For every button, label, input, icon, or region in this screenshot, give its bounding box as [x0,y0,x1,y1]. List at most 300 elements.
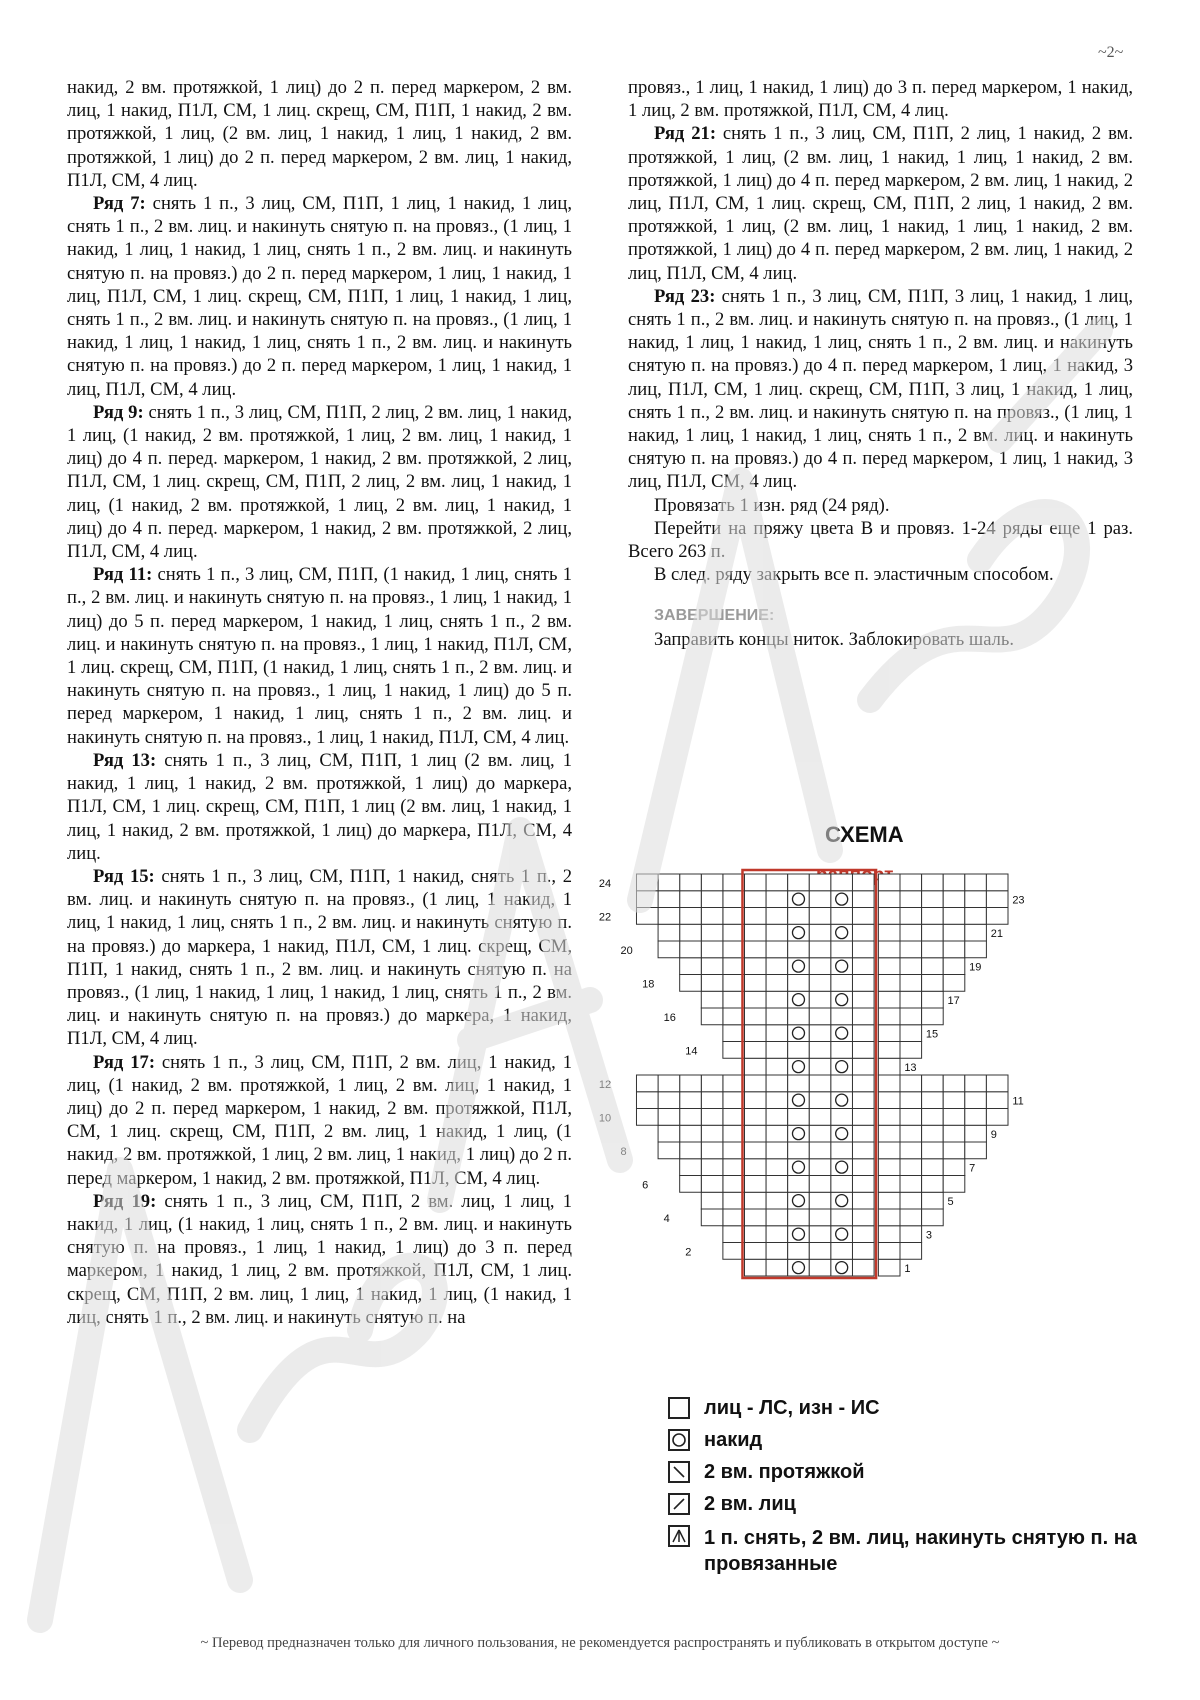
row-number: 9 [990,1129,997,1141]
chart-cell [943,1075,965,1092]
chart-cell [852,1075,874,1092]
chart-cell [900,1025,922,1042]
chart-cell [852,1176,874,1193]
chart-cell [744,1042,766,1059]
chart-cell [965,1109,987,1126]
chart-cell [766,1042,788,1059]
chart-cell [744,1226,766,1243]
chart-cell [900,874,922,891]
chart-cell [900,991,922,1008]
chart-cell [922,891,944,908]
chart-cell [922,924,944,941]
paragraph-row-7: Ряд 7: снять 1 п., 3 лиц, СМ, П1П, 1 лиц, 1 накид, 1 лиц, снять 1 п., 2 вм. лиц. и накинуть снятую п. на провяз., (1 лиц, 1 накид, 1 лиц, 1 накид, 1 лиц, снять 1 п., 2 вм. лиц. и накинуть снятую п. на провяз.) до 2 п. перед маркером, 1 лиц, 1 накид, 1 лиц, П1Л, СМ, 1 лиц. скрещ, СМ, П1П, 1 лиц, 1 накид, 1 лиц, снять 1 п., 2 вм. лиц. и накинуть снятую п. на провяз., (1 лиц, 1 накид, 1 лиц, 1 накид, 1 лиц, снять 1 п., 2 вм. лиц. и накинуть снятую п. на провяз.) до 2 п. перед маркером, 1 лиц, 1 накид, 1 лиц, П1Л, СМ, 4 лиц. [67,193,572,400]
chart-cell [852,908,874,925]
chart-cell [943,958,965,975]
chart-cell [680,891,702,908]
chart-cell [658,1125,680,1142]
chart-cell [701,991,723,1008]
chart-cell [878,874,900,891]
chart-cell [744,1176,766,1193]
chart-cell [922,1192,944,1209]
double-decrease-icon [668,1525,690,1547]
chart-cell [900,1159,922,1176]
chart-cell [943,1092,965,1109]
chart-cell [809,891,831,908]
chart-cell [788,941,810,958]
chart-cell [922,908,944,925]
chart-cell [878,1176,900,1193]
chart-legend [668,1397,1200,1581]
knitting-chart [598,822,1150,1402]
chart-cell [878,975,900,992]
chart-cell [788,1109,810,1126]
chart-cell [986,874,1008,891]
row-number: 3 [925,1229,933,1242]
chart-cell [809,958,831,975]
chart-cell [878,941,900,958]
chart-cell [788,1075,810,1092]
chart-cell [788,908,810,925]
row-number: 18 [642,978,655,991]
chart-cell [766,1159,788,1176]
chart-cell [680,975,702,992]
chart-cell [965,874,987,891]
chart-cell [943,908,965,925]
chart-cell [831,1109,853,1126]
chart-cell [878,1243,900,1260]
row-number: 15 [925,1028,939,1041]
chart-cell [680,958,702,975]
chart-cell [900,1243,922,1260]
row-number: 8 [620,1145,627,1158]
chart-cell [900,924,922,941]
chart-cell [852,1125,874,1142]
chart-cell [922,1008,944,1025]
chart-cell [852,1159,874,1176]
chart-cell [900,1075,922,1092]
chart-cell [636,908,658,925]
chart-cell [701,1209,723,1226]
chart-cell [680,1092,702,1109]
chart-cell [744,941,766,958]
chart-cell [701,1159,723,1176]
row-number: 19 [969,961,982,974]
paragraph-row-13: Ряд 13: снять 1 п., 3 лиц, СМ, П1П, 1 лиц (2 вм. лиц, 1 накид, 1 лиц, 1 накид, 2 вм. протяжкой, 1 лиц) до маркера, П1Л, СМ, 1 лиц. скрещ, СМ, П1П, 1 лиц (2 вм. лиц, 1 накид, 1 лиц, 1 накид, 2 вм. протяжкой, 1 лиц) до маркера, П1Л, СМ, 4 лиц. [67,749,573,864]
chart-cell [766,1058,788,1075]
chart-cell [636,891,658,908]
chart-cell [636,1075,658,1092]
right-text-column [628,76,1133,651]
row-number: 22 [598,911,612,924]
chart-cell [680,924,702,941]
chart-cell [852,1008,874,1025]
chart-cell [831,1008,853,1025]
chart-cell [701,1075,723,1092]
chart-cell [744,1259,766,1276]
chart-cell [744,1092,766,1109]
chart-cell [831,1243,853,1260]
row-number: 4 [663,1212,670,1225]
chart-cell [701,1192,723,1209]
chart-cell [809,1025,831,1042]
chart-cell [766,1142,788,1159]
chart-cell [943,874,965,891]
chart-cell [878,1209,900,1226]
chart-cell [809,1226,831,1243]
chart-cell [766,975,788,992]
chart-cell [766,1125,788,1142]
paragraph-continuation: накид, 2 вм. протяжкой, 1 лиц) до 2 п. перед маркером, 2 вм. лиц, 1 накид, П1Л, СМ, 1 лиц. скрещ, СМ, П1П, 1 накид, 2 вм. протяжкой, 1 лиц, (2 вм. лиц, 1 накид, 1 лиц, 1 накид, 2 вм. протяжкой, 1 лиц) до 2 п. перед маркером, 2 вм. лиц, 1 накид, П1Л, СМ, 4 лиц. [67,77,572,191]
chart-cell [658,941,680,958]
chart-cell [701,1125,723,1142]
chart-cell [744,891,766,908]
chart-cell [809,1109,831,1126]
chart-cell [943,1142,965,1159]
chart-cell [809,924,831,941]
chart-cell [831,941,853,958]
chart-cell [766,1192,788,1209]
chart-cell [900,958,922,975]
chart-cell [852,874,874,891]
chart-cell [766,1025,788,1042]
chart-cell [852,991,874,1008]
chart-cell [658,891,680,908]
chart-cell [878,891,900,908]
chart-cell [636,874,658,891]
chart-cell [788,874,810,891]
chart-cell [766,1176,788,1193]
chart-cell [680,908,702,925]
chart-cell [658,874,680,891]
chart-cell [852,891,874,908]
chart-cell [965,1092,987,1109]
chart-cell [658,1142,680,1159]
row-number: 14 [685,1045,698,1058]
chart-cell [878,1226,900,1243]
chart-cell [986,1075,1008,1092]
chart-cell [852,1025,874,1042]
chart-cell [986,1109,1008,1126]
chart-cell [943,891,965,908]
left-decrease-backslash-icon [668,1461,690,1483]
row-number: 21 [990,928,1003,940]
chart-cell [701,908,723,925]
chart-cell [831,1075,853,1092]
chart-cell [809,908,831,925]
chart-cell [744,1058,766,1075]
chart-cell [744,874,766,891]
row-number: 12 [598,1078,612,1091]
chart-cell [900,891,922,908]
chart-cell [831,874,853,891]
legend-item-double-decrease: 1 п. снять, 2 вм. лиц, накинуть снятую п. на провязанные [668,1525,1200,1581]
chart-cell [809,1259,831,1276]
row-number: 10 [598,1112,612,1125]
chart-cell [943,975,965,992]
chart-cell [788,1142,810,1159]
chart-cell [701,958,723,975]
chart-cell [852,941,874,958]
chart-cell [878,1109,900,1126]
chart-cell [852,1192,874,1209]
chart-cell [852,975,874,992]
empty-square-icon [668,1397,690,1419]
chart-cell [922,1125,944,1142]
chart-cell [943,924,965,941]
chart-cell [766,1075,788,1092]
chart-cell [986,1092,1008,1109]
chart-cell [922,1176,944,1193]
chart-cell [922,1109,944,1126]
chart-cell [831,1209,853,1226]
chart-cell [809,941,831,958]
chart-cell [986,908,1008,925]
chart-cell [766,1092,788,1109]
chart-cell [744,1125,766,1142]
finish-text: Заправить концы ниток. Заблокировать шаль. [654,628,1015,650]
chart-cell [965,1142,987,1159]
legend-item-knit: лиц - ЛС, изн - ИС [668,1397,1200,1429]
chart-cell [878,908,900,925]
chart-cell [878,1142,900,1159]
chart-cell [900,1192,922,1209]
chart-cell [809,1042,831,1059]
chart-cell [636,1109,658,1126]
chart-cell [922,1209,944,1226]
chart-cell [766,1008,788,1025]
chart-cell [809,1142,831,1159]
chart-cell [878,1075,900,1092]
chart-cell [852,958,874,975]
chart-cell [878,1125,900,1142]
yarn-over-circle-icon [668,1429,690,1451]
chart-cell [943,1159,965,1176]
paragraph-row-11: Ряд 11: снять 1 п., 3 лиц, СМ, П1П, (1 накид, 1 лиц, снять 1 п., 2 вм. лиц. и накинуть снятую п. на провяз., 1 лиц, 1 накид, 1 лиц) до 5 п. перед маркером, 1 накид, 1 лиц, снять 1 п., 2 вм. лиц. и накинуть снятую п. на провяз., 1 лиц, 1 накид, П1Л, СМ, 1 лиц. скрещ, СМ, П1П, (1 накид, 1 лиц, снять 1 п., 2 вм. лиц. и накинуть снятую п. на провяз., 1 лиц, 1 накид, 1 лиц) до 5 п. перед маркером, 1 накид, 1 лиц, снять 1 п., 2 вм. лиц. и накинуть снятую п. на провяз., 1 лиц, 1 накид, П1Л, СМ, 4 лиц. [67,564,572,748]
chart-cell [831,975,853,992]
paragraph-bind-off: В след. ряду закрыть все п. эластичным способом. [654,564,1054,586]
chart-cell [922,1075,944,1092]
chart-cell [658,924,680,941]
chart-cell [701,1092,723,1109]
chart-cell [744,1109,766,1126]
chart-cell [900,1226,922,1243]
chart-cell [965,891,987,908]
row-number: 13 [904,1062,917,1074]
chart-cell [831,1176,853,1193]
chart-cell [680,1142,702,1159]
chart-cell [878,924,900,941]
left-text-column [67,76,572,1329]
chart-cell [922,991,944,1008]
chart-cell [680,1075,702,1092]
paragraph-row-23: Ряд 23: снять 1 п., 3 лиц, СМ, П1П, 3 лиц, 1 накид, 1 лиц, снять 1 п., 2 вм. лиц. и накинуть снятую п. на провяз., (1 лиц, 1 накид, 1 лиц, 1 накид, 1 лиц, снять 1 п., 2 вм. лиц. и накинуть снятую п. на провяз.) до 4 п. перед маркером, 1 лиц, 1 накид, 3 лиц, П1Л, СМ, 1 лиц. скрещ, СМ, П1П, 3 лиц, 1 накид, 1 лиц, снять 1 п., 2 вм. лиц. и накинуть снятую п. на провяз., (1 лиц, 1 накид, 1 лиц, 1 накид, 1 лиц, снять 1 п., 2 вм. лиц. и накинуть снятую п. на провяз.) до 4 п. перед маркером, 1 лиц, 1 накид, 3 лиц, П1Л, СМ, 4 лиц. [628,285,1133,493]
chart-cell [852,1259,874,1276]
right-decrease-slash-icon [668,1493,690,1515]
row-number: 17 [947,995,960,1007]
chart-cell [744,1025,766,1042]
chart-cell [701,975,723,992]
chart-cell [766,1226,788,1243]
chart-cell [680,1109,702,1126]
chart-cell [744,1209,766,1226]
chart-cell [965,941,987,958]
chart-cell [852,1226,874,1243]
page-number: ~2~ [1098,44,1124,61]
row-number: 1 [904,1263,911,1275]
legend-item-k2tog: 2 вм. лиц [668,1493,1200,1525]
chart-cell [744,958,766,975]
chart-cell [878,958,900,975]
chart-grid [598,822,1150,1402]
chart-cell [636,1092,658,1109]
row-number: 20 [620,944,633,957]
chart-cell [900,1125,922,1142]
paragraph-row-19: Ряд 19: снять 1 п., 3 лиц, СМ, П1П, 2 вм. лиц, 1 лиц, 1 накид, 1 лиц, (1 накид, 1 лиц, снять 1 п., 2 вм. лиц. и накинуть снятую п. на провяз., 1 лиц, 1 накид, 1 лиц) до 3 п. перед маркером, 1 накид, 1 лиц, 2 вм. протяжкой, П1Л, СМ, 1 лиц. скрещ, СМ, П1П, 2 вм. лиц, 1 лиц, 1 накид, 1 лиц, (1 накид, 1 лиц, снять 1 п., 2 вм. лиц. и накинуть снятую п. на [67,1190,572,1328]
legend-item-yarn-over: накид [668,1429,1200,1461]
row-number: 7 [969,1162,976,1175]
chart-cell [701,1142,723,1159]
chart-cell [766,1209,788,1226]
chart-cell [809,1209,831,1226]
chart-cell [878,1092,900,1109]
chart-cell [744,1008,766,1025]
chart-cell [943,941,965,958]
chart-cell [766,908,788,925]
chart-cell [922,1092,944,1109]
chart-cell [878,1192,900,1209]
row-number: 11 [1012,1095,1024,1108]
chart-cell [965,924,987,941]
chart-cell [878,1042,900,1059]
chart-cell [788,1176,810,1193]
chart-cell [788,1209,810,1226]
chart-cell [744,1243,766,1260]
chart-cell [809,991,831,1008]
chart-cell [878,1008,900,1025]
chart-cell [900,1142,922,1159]
chart-cell [900,908,922,925]
chart-cell [744,924,766,941]
row-number: 2 [685,1246,692,1259]
row-number: 23 [1012,894,1025,907]
chart-cell [900,1042,922,1059]
chart-cell [900,1176,922,1193]
chart-cell [809,1092,831,1109]
paragraph-row-21: Ряд 21: снять 1 п., 3 лиц, СМ, П1П, 2 лиц, 1 накид, 2 вм. протяжкой, 1 лиц, (2 вм. лиц, 1 накид, 1 лиц, 1 накид, 2 вм. протяжкой, 1 лиц) до 4 п. перед маркером, 2 вм. лиц, 1 накид, 2 лиц, П1Л, СМ, 1 лиц. скрещ, СМ, П1П, 2 лиц, 1 накид, 2 вм. протяжкой, 1 лиц, (2 вм. лиц, 1 накид, 1 лиц, 1 накид, 2 вм. протяжкой, 1 лиц) до 4 п. перед маркером, 2 вм. лиц, 1 накид, 2 лиц, П1Л, СМ, 4 лиц. [628,123,1133,284]
chart-cell [701,941,723,958]
chart-cell [922,1142,944,1159]
chart-cell [744,1075,766,1092]
chart-cell [809,874,831,891]
chart-cell [701,1176,723,1193]
chart-cell [788,1243,810,1260]
paragraph-color-b: Перейти на пряжу цвета В и провяз. 1-24 ряды еще 1 раз. Всего 263 п. [628,517,1133,563]
chart-cell [680,874,702,891]
chart-cell [922,1159,944,1176]
chart-cell [831,1042,853,1059]
paragraph-row-24: Провязать 1 изн. ряд (24 ряд). [654,494,890,516]
chart-cell [788,1042,810,1059]
chart-cell [680,1125,702,1142]
paragraph-row-9: Ряд 9: снять 1 п., 3 лиц, СМ, П1П, 2 лиц, 2 вм. лиц, 1 накид, 1 лиц, (1 накид, 2 вм. протяжкой, 1 лиц, 2 вм. лиц, 1 накид, 1 лиц) до 4 п. перед. маркером, 1 накид, 2 вм. протяжкой, 2 лиц, П1Л, СМ, 1 лиц. скрещ, СМ, П1П, 2 лиц, 2 вм. лиц, 1 накид, 1 лиц, (1 накид, 2 вм. протяжкой, 1 лиц, 2 вм. лиц, 1 накид, 1 лиц) до 4 п. перед. маркером, 1 накид, 2 вм. протяжкой, 2 лиц, П1Л, СМ, 4 лиц. [67,401,572,563]
chart-cell [943,1125,965,1142]
chart-cell [809,1125,831,1142]
row-number: 16 [663,1011,676,1024]
chart-cell [852,1058,874,1075]
chart-cell [766,1243,788,1260]
chart-cell [744,991,766,1008]
paragraph-row-17: Ряд 17: снять 1 п., 3 лиц, СМ, П1П, 2 вм. лиц, 1 накид, 1 лиц, (1 накид, 2 вм. протяжкой, 1 лиц, 2 вм. лиц, 1 накид, 1 лиц) до 2 п. перед маркером, 1 накид, 2 вм. протяжкой, П1Л, СМ, 1 лиц. скрещ, СМ, П1П, 2 вм. лиц, 1 накид, 1 лиц, (1 накид, 2 вм. протяжкой, 1 лиц, 2 вм. лиц, 1 накид, 1 лиц) до 2 п. перед маркером, 1 накид, 2 вм. протяжкой, П1Л, СМ, 4 лиц. [67,1051,572,1189]
chart-cell [922,975,944,992]
chart-cell [744,1192,766,1209]
chart-cell [766,874,788,891]
chart-cell [658,908,680,925]
finish-title: ЗАВЕРШЕНИЕ: [654,607,775,625]
chart-cell [766,941,788,958]
footer-note: ~ Перевод предназначен только для личного пользования, не рекомендуется распространять и публиковать в открытом доступе ~ [200,1635,1000,1651]
chart-cell [900,941,922,958]
chart-cell [766,1109,788,1126]
row-number: 6 [642,1179,649,1192]
chart-cell [922,941,944,958]
chart-cell [831,908,853,925]
legend-item-ssk: 2 вм. протяжкой [668,1461,1200,1493]
chart-cell [852,1092,874,1109]
chart-cell [701,1109,723,1126]
chart-cell [809,1008,831,1025]
chart-cell [788,975,810,992]
chart-cell [922,874,944,891]
chart-cell [852,924,874,941]
chart-cell [878,1159,900,1176]
chart-cell [852,1209,874,1226]
chart-cell [943,1176,965,1193]
chart-cell [809,1058,831,1075]
chart-cell [900,1092,922,1109]
chart-title: СХЕМА [825,822,904,847]
chart-cell [680,1176,702,1193]
chart-cell [965,908,987,925]
chart-cell [658,1092,680,1109]
chart-cell [744,975,766,992]
chart-cell [809,1243,831,1260]
row-number: 5 [947,1196,954,1208]
chart-cell [986,891,1008,908]
chart-cell [701,1008,723,1025]
chart-cell [788,1008,810,1025]
chart-cell [943,1109,965,1126]
chart-cell [744,1159,766,1176]
chart-cell [878,1025,900,1042]
chart-cell [766,991,788,1008]
chart-cell [766,958,788,975]
chart-cell [852,1142,874,1159]
chart-cell [852,1109,874,1126]
chart-cell [852,1042,874,1059]
chart-cell [900,1109,922,1126]
chart-cell [922,958,944,975]
chart-cell [831,1142,853,1159]
chart-cell [809,975,831,992]
chart-cell [809,1192,831,1209]
chart-cell [766,1259,788,1276]
chart-cell [744,1142,766,1159]
chart-cell [701,891,723,908]
row-number: 24 [598,877,612,890]
chart-cell [744,908,766,925]
chart-cell [658,1109,680,1126]
chart-cell [658,1075,680,1092]
